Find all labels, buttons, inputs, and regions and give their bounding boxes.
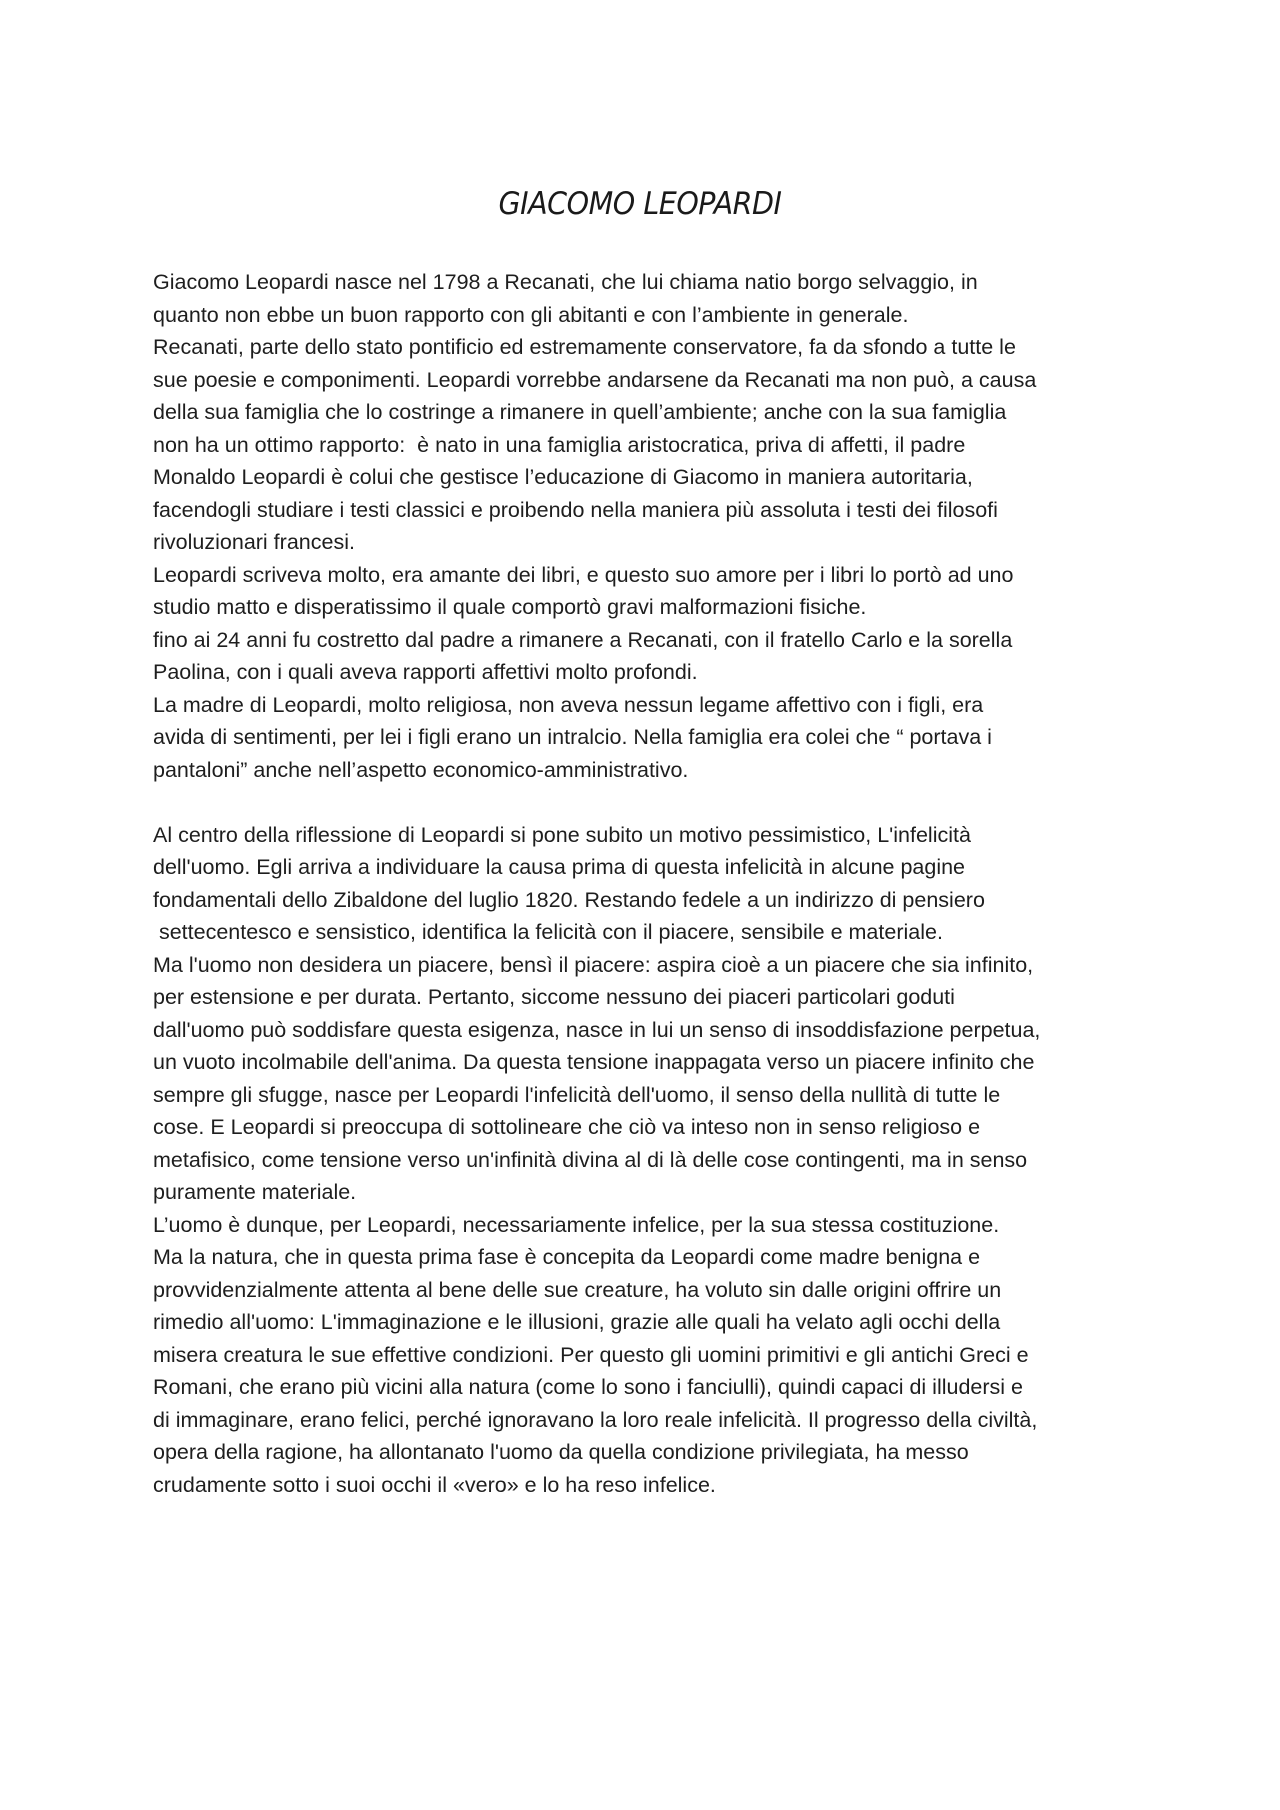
text-line: della sua famiglia che lo costringe a rimanere in quell’ambiente; anche con la sua famiglia [153,400,1007,424]
text-line: Paolina, con i quali aveva rapporti affettivi molto profondi. [153,660,698,684]
text-line: Leopardi scriveva molto, era amante dei libri, e questo suo amore per i libri lo portò ad uno [153,562,1014,587]
body-text [153,266,1153,1501]
text-line: dall'uomo può soddisfare questa esigenza, nasce in lui un senso di insoddisfazione perpetua, [153,1017,1041,1042]
text-line: Giacomo Leopardi nasce nel 1798 a Recanati, che lui chiama natio borgo selvaggio, in [153,270,978,294]
text-line: Ma la natura, che in questa prima fase è concepita da Leopardi come madre benigna e [153,1245,981,1269]
text-line: sue poesie e componimenti. Leopardi vorrebbe andarsene da Recanati ma non può, a causa [153,367,1037,392]
blank-line [153,786,1153,819]
text-line: rimedio all'uomo: L'immaginazione e le illusioni, grazie alle quali ha velato agli occhi della [153,1310,1001,1334]
text-line: provvidenzialmente attenta al bene delle sue creature, ha voluto sin dalle origini offrire un [153,1277,1002,1302]
text-line: quanto non ebbe un buon rapporto con gli abitanti e con l’ambiente in generale. [153,302,909,327]
text-line: opera della ragione, ha allontanato l'uomo da quella condizione privilegiata, ha messo [153,1440,969,1464]
text-line: Recanati, parte dello stato pontificio ed estremamente conservatore, fa da sfondo a tutte le [153,335,1016,359]
text-line: L’uomo è dunque, per Leopardi, necessariamente infelice, per la sua stessa costituzione. [153,1212,1000,1237]
text-line: dell'uomo. Egli arriva a individuare la causa prima di questa infelicità in alcune pagine [153,855,966,879]
text-line: Monaldo Leopardi è colui che gestisce l’educazione di Giacomo in maniera autoritaria, [153,465,973,489]
text-line: puramente materiale. [153,1180,357,1204]
text-line: un vuoto incolmabile dell'anima. Da questa tensione inappagata verso un piacere infinito che [153,1050,1035,1074]
page-title: GIACOMO LEOPARDI [498,186,782,222]
text-line: misera creatura le sue effettive condizioni. Per questo gli uomini primitivi e gli antichi Greci e [153,1342,1029,1367]
text-line: studio matto e disperatissimo il quale comportò gravi malformazioni fisiche. [153,595,867,619]
text-line: La madre di Leopardi, molto religiosa, non aveva nessun legame affettivo con i figli, era [153,692,984,717]
text-line: pantaloni” anche nell’aspetto economico-amministrativo. [153,757,689,782]
text-line: fondamentali dello Zibaldone del luglio 1820. Restando fedele a un indirizzo di pensiero [153,887,985,912]
text-line: sempre gli sfugge, nasce per Leopardi l'infelicità dell'uomo, il senso della nullità di tutte le [153,1082,1001,1107]
text-line: metafisico, come tensione verso un'infinità divina al di là delle cose contingenti, ma in senso [153,1147,1028,1172]
text-line: rivoluzionari francesi. [153,530,355,554]
text-line: Romani, che erano più vicini alla natura (come lo sono i fanciulli), quindi capaci di illudersi e [153,1375,1024,1399]
text-line: settecentesco e sensistico, identifica la felicità con il piacere, sensibile e materiale. [153,920,943,944]
text-line: cose. E Leopardi si preoccupa di sottolineare che ciò va inteso non in senso religioso e [153,1115,981,1139]
text-line: Al centro della riflessione di Leopardi si pone subito un motivo pessimistico, L'infelicità [153,822,971,847]
text-line: di immaginare, erano felici, perché ignoravano la loro reale infelicità. Il progresso della civiltà, [153,1407,1038,1432]
text-line: fino ai 24 anni fu costretto dal padre a rimanere a Recanati, con il fratello Carlo e la sorella [153,627,1013,652]
text-line: avida di sentimenti, per lei i figli erano un intralcio. Nella famiglia era colei che “ portava i [153,725,992,749]
text-line: facendogli studiare i testi classici e proibendo nella maniera più assoluta i testi dei filosofi [153,497,998,522]
text-line: non ha un ottimo rapporto: è nato in una famiglia aristocratica, priva di affetti, il padre [153,432,966,457]
text-line: crudamente sotto i suoi occhi il «vero» e lo ha reso infelice. [153,1472,716,1497]
text-line: per estensione e per durata. Pertanto, siccome nessuno dei piaceri particolari goduti [153,985,955,1009]
text-line: Ma l'uomo non desidera un piacere, bensì il piacere: aspira cioè a un piacere che sia infinito, [153,952,1034,977]
